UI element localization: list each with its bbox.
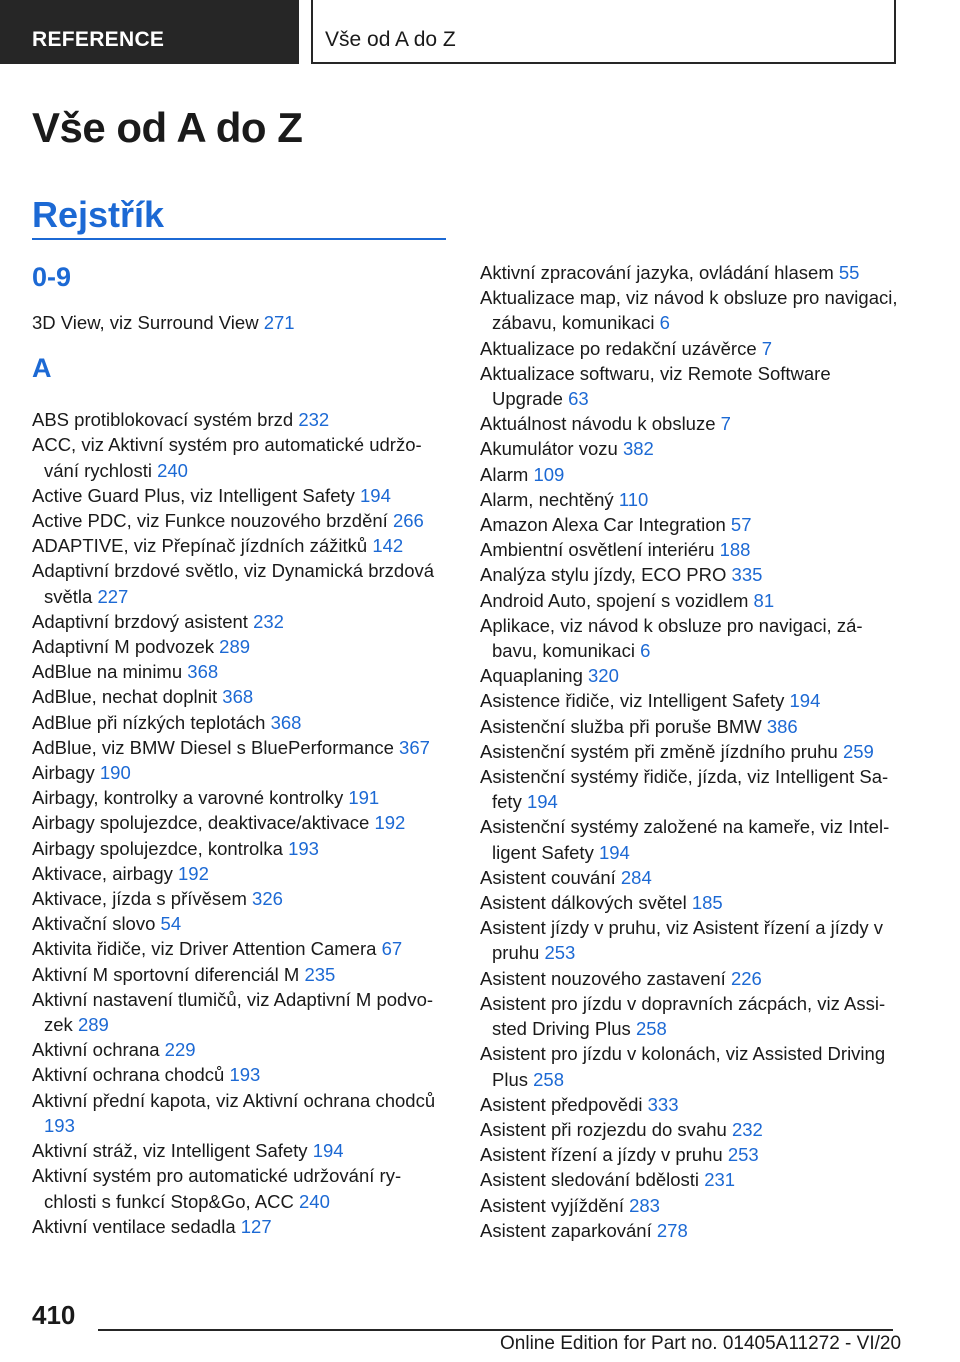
page-reference-link[interactable]: 194: [789, 690, 821, 712]
page-reference-link[interactable]: 258: [533, 1068, 565, 1090]
page-reference-link[interactable]: 333: [647, 1093, 679, 1115]
index-entry: [480, 562, 900, 587]
page-reference-link[interactable]: 194: [360, 484, 391, 506]
index-entry-text: Adaptivní brzdový asistent: [32, 610, 248, 632]
index-entry-text: Active PDC, viz Funkce nouzového brzdění: [32, 510, 388, 532]
page-reference-link[interactable]: 227: [97, 585, 129, 607]
page-reference-link[interactable]: 259: [842, 740, 874, 762]
index-entry: [32, 1037, 446, 1062]
index-entry-text: Asistent dálkových světel: [480, 892, 687, 914]
page-title: Vše od A do Z: [32, 104, 303, 151]
index-entry-text: Aktivní ochrana chodců: [32, 1064, 225, 1086]
index-entry: [32, 508, 446, 533]
page-reference-link[interactable]: 271: [263, 312, 295, 333]
index-entry-text: Amazon Alexa Car Integration: [480, 514, 726, 536]
index-entry-text: Active Guard Plus, viz Intelligent Safety: [32, 484, 355, 506]
page-reference-link[interactable]: 55: [838, 262, 860, 283]
page-reference-link[interactable]: 188: [719, 539, 751, 561]
page-reference-link[interactable]: 191: [348, 787, 380, 809]
page-number: 410: [32, 1300, 76, 1330]
index-entry: [32, 911, 446, 936]
page-reference-link[interactable]: 289: [77, 1014, 109, 1036]
page-reference-link[interactable]: 283: [629, 1194, 660, 1216]
footer-edition: Online Edition for Part no. 01405A11272 - VI/20: [500, 1333, 902, 1354]
index-entry: [480, 915, 900, 965]
index-entry-text: Asistent pro jízdu v dopravních zácpách, viz Assisted Driving Plus: [480, 992, 886, 1040]
page-reference-link[interactable]: 110: [618, 488, 649, 510]
page-reference-link[interactable]: 6: [640, 640, 651, 662]
page-reference-link[interactable]: 278: [656, 1219, 688, 1241]
page-reference-link[interactable]: 193: [288, 837, 319, 859]
page-reference-link[interactable]: 253: [727, 1144, 759, 1166]
index-entry: [480, 1167, 900, 1192]
index-entry: [480, 336, 900, 361]
index-entry: [32, 886, 446, 911]
index-entry: [32, 861, 446, 886]
index-entry: [480, 688, 900, 713]
page-reference-link[interactable]: 368: [222, 686, 254, 708]
index-entry: [480, 739, 900, 764]
index-column-right: [480, 260, 900, 1243]
index-entry-text: Analýza stylu jízdy, ECO PRO: [480, 564, 727, 586]
index-entry-text: Asistenční systémy řidiče, jízda, viz Intelligent Safety: [480, 766, 889, 813]
index-entry-text: Aktivní M sportovní diferenciál M: [32, 963, 300, 985]
page-reference-link[interactable]: 192: [374, 812, 406, 834]
page-reference-link[interactable]: 81: [753, 589, 775, 611]
index-entry: [32, 962, 446, 987]
index-entry-text: Airbagy spolujezdce, kontrolka: [32, 837, 283, 859]
index-entry-text: Aktuálnost návodu k obsluze: [480, 413, 716, 435]
index-entry: [480, 966, 900, 991]
index-entry-text: Akumulátor vozu: [480, 438, 618, 460]
index-entry-text: ABS protiblokovací systém brzd: [32, 409, 294, 431]
footer-rule: [98, 1329, 893, 1331]
index-entry: [480, 1193, 900, 1218]
index-entry-text: Aktivace, airbagy: [32, 862, 173, 884]
index-entry-text: Aktualizace po redakční uzávěrce: [480, 337, 757, 359]
index-entry: [32, 634, 446, 659]
index-entry: [32, 735, 446, 760]
header-section-tab: [0, 0, 299, 64]
index-entry: [480, 1218, 900, 1243]
page-reference-link[interactable]: 386: [766, 715, 798, 737]
index-entry-text: Aktivační slovo: [32, 913, 156, 935]
index-entry: [480, 537, 900, 562]
page-reference-link[interactable]: 193: [229, 1064, 261, 1086]
page-reference-link[interactable]: 382: [622, 438, 654, 460]
index-entry-text: Asistenční systém při změně jízdního pruhu: [480, 740, 838, 762]
index-entry: [32, 710, 446, 735]
index-entry-text: Asistent předpovědi: [480, 1093, 643, 1115]
page-reference-link[interactable]: 235: [304, 963, 336, 985]
index-entry-text: Android Auto, spojení s vozidlem: [480, 589, 749, 611]
page-reference-link[interactable]: 109: [533, 463, 565, 485]
index-entry: [32, 558, 446, 608]
section-heading-0-9: 0-9: [32, 262, 72, 292]
index-entry-text: AdBlue na minimu: [32, 661, 183, 683]
index-entry-text: Aktivní nastavení tlumičů, viz Adaptivní M podvozek: [32, 988, 434, 1036]
index-entry: [480, 588, 900, 613]
index-entry-text: Ambientní osvětlení interiéru: [480, 539, 715, 561]
page-reference-link[interactable]: 194: [598, 841, 630, 863]
index-entry-text: Aktivní zpracování jazyka, ovládání hlasem: [480, 262, 834, 283]
index-entry: [32, 432, 446, 482]
page-reference-link[interactable]: 226: [730, 967, 762, 989]
index-entry: [32, 1088, 446, 1138]
index-entry-text: Airbagy: [32, 762, 95, 784]
index-entry-text: Adaptivní brzdové světlo, viz Dynamická brzdová světla: [32, 560, 435, 607]
page-reference-link[interactable]: 266: [392, 510, 424, 532]
entry-list-a-continued: [480, 260, 900, 1243]
page-reference-link[interactable]: 231: [704, 1169, 736, 1191]
index-entry: [480, 1041, 900, 1091]
index-entry: [32, 407, 446, 432]
page-reference-link[interactable]: 54: [160, 913, 182, 935]
page-reference-link[interactable]: 240: [157, 459, 188, 481]
index-entry: [32, 1214, 446, 1239]
page-reference-link[interactable]: 142: [372, 535, 404, 557]
index-entry: [480, 714, 900, 739]
index-entry: [480, 1117, 900, 1142]
entry-list-a: [32, 407, 446, 1239]
index-entry: [480, 890, 900, 915]
page-reference-link[interactable]: 258: [635, 1018, 667, 1040]
page-reference-link[interactable]: 7: [720, 413, 731, 435]
index-entry: [480, 865, 900, 890]
index-entry-text: Aktualizace map, viz návod k obsluze pro navigaci, zábavu, komunikaci: [480, 287, 898, 334]
index-entry: [480, 260, 900, 285]
index-entry-text: Asistent vyjíždění: [480, 1194, 624, 1216]
index-entry: [480, 814, 900, 864]
index-entry: [32, 936, 446, 961]
index-entry-text: Asistence řidiče, viz Intelligent Safety: [480, 690, 785, 712]
index-entry-text: Asistent sledování bdělosti: [480, 1169, 700, 1191]
index-entry-text: Airbagy, kontrolky a varovné kontrolky: [32, 787, 344, 809]
header-section-label: REFERENCE: [32, 28, 165, 51]
page-reference-link[interactable]: 193: [44, 1114, 75, 1136]
index-entry-text: Aktivní systém pro automatické udržování rychlosti s funkcí Stop&Go, ACC: [32, 1165, 402, 1212]
index-entry-text: ACC, viz Aktivní systém pro automatické udržování rychlosti: [32, 434, 422, 481]
page-reference-link[interactable]: 253: [544, 942, 576, 964]
index-entry-text: Aktivní stráž, viz Intelligent Safety: [32, 1140, 308, 1162]
page-reference-link[interactable]: 368: [270, 711, 302, 733]
index-entry-text: Aquaplaning: [480, 665, 583, 687]
page-reference-link[interactable]: 127: [240, 1215, 272, 1237]
page-reference-link[interactable]: 194: [312, 1140, 344, 1162]
index-entry: [32, 310, 446, 335]
index-entry: [32, 760, 446, 785]
index-entry-text: Airbagy spolujezdce, deaktivace/aktivace: [32, 812, 370, 834]
page-reference-link[interactable]: 240: [299, 1190, 330, 1212]
page-reference-link[interactable]: 368: [187, 661, 219, 683]
index-entry: [480, 512, 900, 537]
index-entry-text: Adaptivní M podvozek: [32, 636, 215, 658]
page-reference-link[interactable]: 194: [526, 791, 558, 813]
page-reference-link[interactable]: 367: [399, 736, 430, 758]
index-entry-text: Asistent couvání: [480, 866, 616, 888]
index-entry-text: Aplikace, viz návod k obsluze pro navigaci, zábavu, komunikaci: [480, 614, 863, 662]
page-reference-link[interactable]: 284: [620, 866, 652, 888]
index-entry-text: Asistenční služba při poruše BMW: [480, 715, 762, 737]
index-entry-text: AdBlue, viz BMW Diesel s BluePerformance: [32, 736, 394, 758]
index-entry: [480, 411, 900, 436]
index-entry-text: Aktivita řidiče, viz Driver Attention Camera: [32, 938, 377, 960]
page-reference-link[interactable]: 320: [588, 665, 619, 687]
index-entry: [32, 987, 446, 1037]
index-entry: [32, 659, 446, 684]
index-entry-text: ADAPTIVE, viz Přepínač jízdních zážitků: [32, 535, 368, 557]
page-reference-link[interactable]: 229: [164, 1039, 196, 1061]
page-reference-link[interactable]: 7: [761, 337, 773, 359]
index-column-left: [32, 260, 446, 1239]
page-reference-link[interactable]: 232: [731, 1118, 763, 1140]
index-entry: [32, 609, 446, 634]
index-entry-text: Asistent jízdy v pruhu, viz Asistent řízení a jízdy v pruhu: [480, 917, 884, 964]
index-entry-text: Asistenční systémy založené na kameře, viz Intelligent Safety: [480, 816, 890, 863]
index-entry: [480, 1092, 900, 1117]
index-entry-text: Aktivní ventilace sedadla: [32, 1215, 236, 1237]
page-reference-link[interactable]: 232: [253, 610, 284, 632]
page-reference-link[interactable]: 190: [99, 762, 131, 784]
index-entry-text: Aktivní přední kapota, viz Aktivní ochrana chodců: [32, 1089, 436, 1111]
index-entry: [480, 991, 900, 1041]
index-entry: [32, 483, 446, 508]
section-heading-a: A: [32, 353, 52, 384]
index-entry: [32, 1062, 446, 1087]
index-entry-text: Asistent řízení a jízdy v pruhu: [480, 1144, 723, 1166]
index-subtitle: Rejstřík: [32, 194, 165, 235]
index-entry: [32, 533, 446, 558]
page-reference-link[interactable]: 289: [219, 636, 251, 658]
index-entry: [480, 1142, 900, 1167]
index-entry-text: Aktivní ochrana: [32, 1039, 160, 1061]
index-entry-text: Aktivace, jízda s přívěsem: [32, 888, 247, 910]
index-entry: [480, 462, 900, 487]
index-entry: [480, 764, 900, 814]
index-entry-text: Alarm, nechtěný: [480, 488, 614, 510]
index-entry: [32, 1163, 446, 1213]
index-entry-text: Alarm: [480, 463, 529, 485]
index-entry-text: Asistent nouzového zastavení: [480, 967, 726, 989]
index-entry: [480, 436, 900, 461]
page-reference-link[interactable]: 63: [568, 388, 589, 410]
index-entry: [32, 785, 446, 810]
index-entry: [32, 836, 446, 861]
page-reference-link[interactable]: 185: [691, 892, 723, 914]
index-entry-text: Asistent zaparkování: [480, 1219, 652, 1241]
header-chapter-box: [311, 0, 896, 64]
index-entry: [480, 663, 900, 688]
index-entry: [480, 487, 900, 512]
page-reference-link[interactable]: 192: [178, 862, 209, 884]
page-reference-link[interactable]: 335: [731, 564, 763, 586]
index-entry-text: Aktualizace softwaru, viz Remote Software Upgrade: [480, 362, 831, 410]
index-entry: [32, 684, 446, 709]
index-entry-text: AdBlue při nízkých teplotách: [32, 711, 266, 733]
index-entry-text: 3D View, viz Surround View: [32, 312, 259, 333]
index-entry: [32, 1138, 446, 1163]
page-reference-link[interactable]: 67: [381, 938, 403, 960]
index-entry: [32, 810, 446, 835]
index-entry-text: Asistent pro jízdu v kolonách, viz Assisted Driving Plus: [480, 1043, 886, 1090]
index-entry: [480, 361, 900, 411]
index-entry-text: Asistent při rozjezdu do svahu: [480, 1118, 727, 1140]
header-chapter-label: Vše od A do Z: [325, 28, 456, 51]
entry-list-0-9: [32, 310, 446, 335]
index-entry-text: AdBlue, nechat doplnit: [32, 686, 218, 708]
page-reference-link[interactable]: 232: [298, 409, 330, 431]
index-entry: [480, 285, 900, 335]
page-reference-link[interactable]: 326: [252, 888, 283, 910]
page-reference-link[interactable]: 6: [659, 312, 670, 334]
subtitle-underline: [32, 238, 446, 240]
page-reference-link[interactable]: 57: [730, 514, 752, 536]
index-entry: [480, 613, 900, 663]
